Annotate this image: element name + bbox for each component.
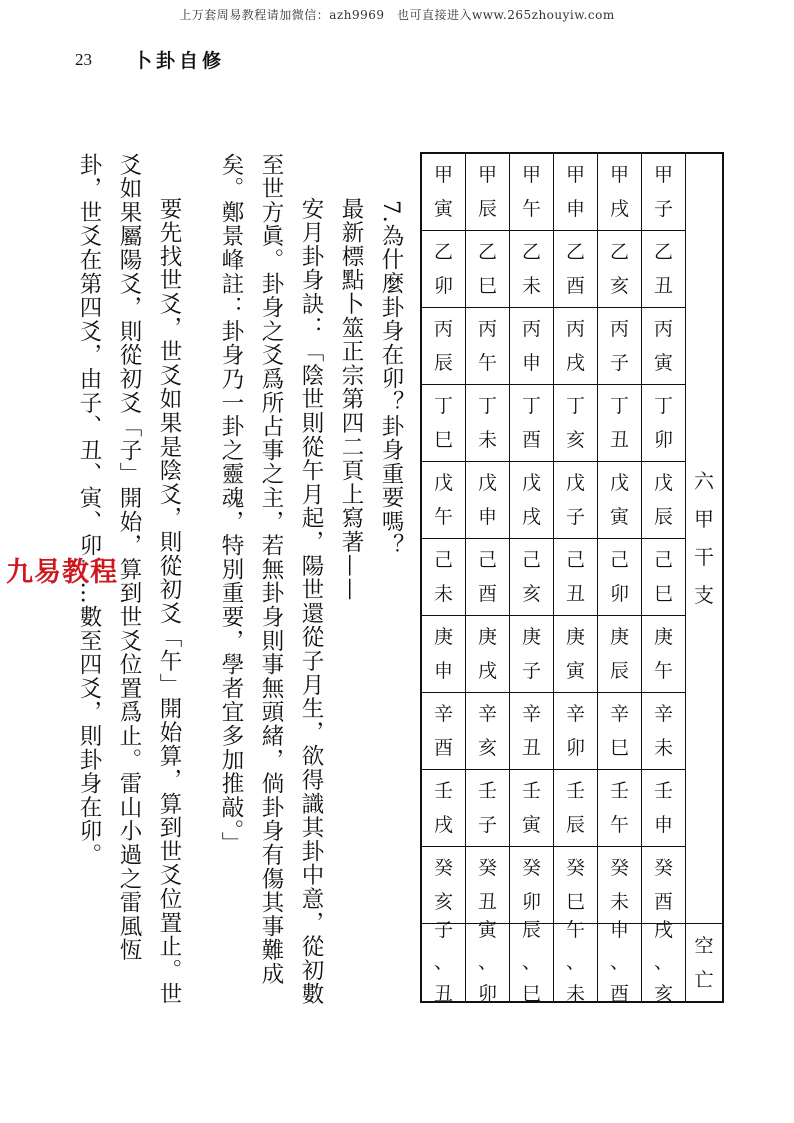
ganzhi-char: 申 — [433, 659, 453, 682]
ganzhi-cell — [510, 616, 553, 693]
page-number: 23 — [75, 50, 92, 69]
ganzhi-char: 子 — [477, 813, 497, 836]
ganzhi-cell — [466, 616, 509, 693]
kong-wang-char: 、 — [433, 951, 453, 974]
ganzhi-char: 戊 — [477, 471, 497, 494]
ganzhi-char: 己 — [521, 548, 541, 571]
kong-wang-cell — [598, 919, 641, 1006]
ganzhi-char: 子 — [609, 351, 629, 374]
ganzhi-char: 未 — [521, 274, 541, 297]
ganzhi-cell — [466, 770, 509, 847]
ganzhi-char: 丁 — [609, 394, 629, 417]
ganzhi-char: 午 — [521, 197, 541, 220]
ganzhi-char: 甲 — [565, 163, 585, 186]
table-column — [466, 154, 510, 1006]
kong-wang-label — [686, 923, 722, 1001]
ganzhi-char: 癸 — [433, 856, 453, 879]
table-column — [510, 154, 554, 1006]
ganzhi-char: 丁 — [433, 394, 453, 417]
ganzhi-char: 辛 — [477, 702, 497, 725]
ganzhi-char: 巳 — [565, 890, 585, 913]
ganzhi-cell — [466, 539, 509, 616]
ganzhi-char: 巳 — [433, 428, 453, 451]
ganzhi-cell — [510, 693, 553, 770]
ganzhi-cell — [466, 693, 509, 770]
ganzhi-char: 癸 — [609, 856, 629, 879]
ganzhi-char: 未 — [433, 582, 453, 605]
ganzhi-char: 壬 — [653, 779, 673, 802]
ganzhi-char: 寅 — [609, 505, 629, 528]
table-title-char: 支 — [694, 583, 714, 607]
kong-wang-cell — [466, 919, 509, 1006]
table-column — [422, 154, 466, 1006]
ganzhi-cell — [510, 847, 553, 924]
kong-wang-char: 、 — [653, 951, 673, 974]
liujia-ganzhi-table — [420, 152, 724, 1006]
ganzhi-char: 戊 — [521, 471, 541, 494]
table-column — [598, 154, 642, 1006]
ganzhi-cell — [422, 539, 465, 616]
ganzhi-cell — [422, 231, 465, 308]
ganzhi-char: 壬 — [433, 779, 453, 802]
ganzhi-char: 甲 — [433, 163, 453, 186]
ganzhi-char: 辛 — [433, 702, 453, 725]
ganzhi-cell — [598, 693, 641, 770]
ganzhi-cell — [598, 616, 641, 693]
kong-wang-char: 戌 — [653, 919, 673, 942]
ganzhi-cell — [510, 308, 553, 385]
ganzhi-cell — [642, 847, 685, 924]
kong-wang-cell — [510, 919, 553, 1006]
ganzhi-char: 丑 — [653, 274, 673, 297]
brand-watermark: 九易教程 — [6, 557, 118, 588]
ganzhi-char: 丙 — [565, 317, 585, 340]
ganzhi-char: 寅 — [433, 197, 453, 220]
ganzhi-char: 丁 — [565, 394, 585, 417]
watermark-banner: 上万套周易教程请加微信：azh9969 也可直接进入www.265zhouyiw.com — [179, 8, 615, 22]
ganzhi-char: 未 — [477, 428, 497, 451]
kong-wang-cell — [642, 919, 685, 1006]
ganzhi-char: 乙 — [565, 240, 585, 263]
kong-wang-char: 卯 — [477, 983, 497, 1006]
ganzhi-char: 卯 — [565, 736, 585, 759]
ganzhi-cell — [466, 385, 509, 462]
ganzhi-char: 癸 — [653, 856, 673, 879]
ganzhi-cell — [422, 847, 465, 924]
ganzhi-char: 亥 — [565, 428, 585, 451]
ganzhi-char: 巳 — [653, 582, 673, 605]
ganzhi-char: 寅 — [521, 813, 541, 836]
ganzhi-char: 庚 — [565, 625, 585, 648]
kong-wang-label-char: 空 — [694, 934, 714, 957]
ganzhi-char: 卯 — [609, 582, 629, 605]
ganzhi-cell — [598, 770, 641, 847]
ganzhi-char: 午 — [477, 351, 497, 374]
ganzhi-cell — [642, 539, 685, 616]
ganzhi-char: 乙 — [433, 240, 453, 263]
ganzhi-cell — [466, 154, 509, 231]
ganzhi-char: 丁 — [653, 394, 673, 417]
ganzhi-cell — [554, 462, 597, 539]
body-line-3: 矣。鄭景峰註：卦身乃一卦之靈魂，特別重要，學者宜多加推敲。」 — [218, 153, 244, 856]
source-line: 最新標點卜筮正宗第四二頁上寫著—— — [338, 197, 364, 602]
ganzhi-char: 乙 — [477, 240, 497, 263]
ganzhi-char: 巳 — [609, 736, 629, 759]
ganzhi-cell — [510, 462, 553, 539]
ganzhi-cell — [422, 616, 465, 693]
ganzhi-char: 午 — [433, 505, 453, 528]
ganzhi-char: 丑 — [477, 890, 497, 913]
kong-wang-char: 、 — [521, 951, 541, 974]
ganzhi-char: 甲 — [521, 163, 541, 186]
kong-wang-char: 子 — [433, 919, 453, 942]
ganzhi-cell — [598, 539, 641, 616]
ganzhi-cell — [422, 770, 465, 847]
table-column — [554, 154, 598, 1006]
body-line-6: 卦，世爻在第四爻，由子、丑、寅、卯……數至四爻，則卦身在卯。 — [76, 153, 102, 867]
ganzhi-char: 丑 — [565, 582, 585, 605]
kong-wang-char: 丑 — [433, 983, 453, 1006]
ganzhi-cell — [422, 693, 465, 770]
ganzhi-char: 辰 — [609, 659, 629, 682]
ganzhi-cell — [554, 847, 597, 924]
ganzhi-char: 午 — [653, 659, 673, 682]
ganzhi-char: 庚 — [477, 625, 497, 648]
ganzhi-cell — [422, 154, 465, 231]
ganzhi-cell — [642, 231, 685, 308]
ganzhi-char: 午 — [609, 813, 629, 836]
ganzhi-char: 甲 — [477, 163, 497, 186]
ganzhi-char: 辰 — [565, 813, 585, 836]
ganzhi-char: 辛 — [609, 702, 629, 725]
ganzhi-char: 辛 — [653, 702, 673, 725]
ganzhi-char: 己 — [609, 548, 629, 571]
ganzhi-cell — [642, 308, 685, 385]
ganzhi-char: 丁 — [477, 394, 497, 417]
kong-wang-char: 辰 — [521, 919, 541, 942]
ganzhi-char: 庚 — [521, 625, 541, 648]
ganzhi-cell — [422, 308, 465, 385]
ganzhi-cell — [642, 616, 685, 693]
ganzhi-char: 辰 — [433, 351, 453, 374]
ganzhi-cell — [510, 539, 553, 616]
ganzhi-char: 戊 — [565, 471, 585, 494]
ganzhi-char: 酉 — [433, 736, 453, 759]
ganzhi-char: 申 — [565, 197, 585, 220]
kong-wang-char: 亥 — [653, 983, 673, 1006]
ganzhi-char: 壬 — [521, 779, 541, 802]
ganzhi-char: 戊 — [609, 471, 629, 494]
ganzhi-char: 庚 — [433, 625, 453, 648]
ganzhi-cell — [466, 231, 509, 308]
kong-wang-char: 午 — [565, 919, 585, 942]
ganzhi-char: 壬 — [565, 779, 585, 802]
kong-wang-label-char: 亡 — [694, 968, 714, 991]
ganzhi-char: 癸 — [565, 856, 585, 879]
ganzhi-cell — [466, 308, 509, 385]
kong-wang-char: 、 — [477, 951, 497, 974]
ganzhi-char: 戌 — [433, 813, 453, 836]
ganzhi-cell — [642, 693, 685, 770]
ganzhi-char: 辛 — [565, 702, 585, 725]
ganzhi-char: 己 — [565, 548, 585, 571]
ganzhi-char: 未 — [653, 736, 673, 759]
ganzhi-cell — [598, 385, 641, 462]
ganzhi-char: 戌 — [477, 659, 497, 682]
ganzhi-char: 巳 — [477, 274, 497, 297]
ganzhi-cell — [642, 154, 685, 231]
ganzhi-char: 子 — [653, 197, 673, 220]
kong-wang-char: 寅 — [477, 919, 497, 942]
ganzhi-char: 戊 — [433, 471, 453, 494]
ganzhi-char: 申 — [653, 813, 673, 836]
ganzhi-cell — [554, 308, 597, 385]
question-heading: 7.為什麼卦身在卯？卦身重要嗎？ — [378, 200, 404, 558]
table-header-column — [686, 154, 722, 1001]
ganzhi-char: 申 — [521, 351, 541, 374]
ganzhi-char: 丙 — [609, 317, 629, 340]
ganzhi-char: 丁 — [521, 394, 541, 417]
ganzhi-char: 丙 — [433, 317, 453, 340]
ganzhi-cell — [554, 231, 597, 308]
ganzhi-char: 己 — [433, 548, 453, 571]
kong-wang-char: 、 — [565, 951, 585, 974]
ganzhi-char: 亥 — [477, 736, 497, 759]
ganzhi-cell — [554, 693, 597, 770]
ganzhi-char: 卯 — [521, 890, 541, 913]
ganzhi-char: 乙 — [609, 240, 629, 263]
ganzhi-char: 己 — [477, 548, 497, 571]
kong-wang-char: 酉 — [609, 983, 629, 1006]
kong-wang-char: 、 — [609, 951, 629, 974]
ganzhi-char: 癸 — [521, 856, 541, 879]
ganzhi-cell — [422, 462, 465, 539]
ganzhi-char: 甲 — [609, 163, 629, 186]
ganzhi-cell — [554, 616, 597, 693]
ganzhi-char: 壬 — [477, 779, 497, 802]
ganzhi-cell — [422, 385, 465, 462]
ganzhi-cell — [466, 847, 509, 924]
ganzhi-char: 癸 — [477, 856, 497, 879]
ganzhi-char: 未 — [609, 890, 629, 913]
ganzhi-char: 辰 — [653, 505, 673, 528]
ganzhi-cell — [510, 385, 553, 462]
ganzhi-cell — [554, 539, 597, 616]
ganzhi-char: 庚 — [609, 625, 629, 648]
body-line-2: 至世方眞。卦身之爻爲所占事之主，若無卦身則事無頭緒，倘卦身有傷其事難成 — [258, 153, 284, 986]
ganzhi-char: 酉 — [477, 582, 497, 605]
ganzhi-char: 己 — [653, 548, 673, 571]
kong-wang-cell — [422, 919, 465, 1006]
ganzhi-cell — [598, 308, 641, 385]
ganzhi-char: 寅 — [565, 659, 585, 682]
ganzhi-char: 丑 — [609, 428, 629, 451]
ganzhi-char: 寅 — [653, 351, 673, 374]
ganzhi-cell — [598, 847, 641, 924]
ganzhi-char: 子 — [565, 505, 585, 528]
body-line-4: 要先找世爻，世爻如果是陰爻，則從初爻「午」開始算，算到世爻位置止。世 — [156, 197, 182, 1007]
ganzhi-char: 卯 — [653, 428, 673, 451]
ganzhi-char: 丙 — [521, 317, 541, 340]
ganzhi-char: 卯 — [433, 274, 453, 297]
ganzhi-char: 辛 — [521, 702, 541, 725]
ganzhi-char: 酉 — [565, 274, 585, 297]
ganzhi-cell — [510, 154, 553, 231]
table-title-char: 甲 — [694, 507, 714, 531]
ganzhi-char: 酉 — [653, 890, 673, 913]
body-line-5: 爻如果屬陽爻，則從初爻「子」開始，算到世爻位置爲止。雷山小過之雷風恆 — [116, 153, 142, 963]
ganzhi-char: 丙 — [653, 317, 673, 340]
book-title: 卜卦自修 — [133, 50, 226, 72]
ganzhi-cell — [554, 385, 597, 462]
ganzhi-cell — [466, 462, 509, 539]
table-title-char: 干 — [694, 545, 714, 569]
ganzhi-char: 子 — [521, 659, 541, 682]
ganzhi-cell — [510, 231, 553, 308]
kong-wang-char: 巳 — [521, 983, 541, 1006]
ganzhi-char: 乙 — [653, 240, 673, 263]
ganzhi-char: 辰 — [477, 197, 497, 220]
ganzhi-char: 丑 — [521, 736, 541, 759]
ganzhi-char: 亥 — [609, 274, 629, 297]
ganzhi-char: 戌 — [565, 351, 585, 374]
ganzhi-cell — [554, 154, 597, 231]
ganzhi-char: 亥 — [521, 582, 541, 605]
ganzhi-cell — [598, 231, 641, 308]
ganzhi-cell — [642, 770, 685, 847]
ganzhi-cell — [598, 154, 641, 231]
ganzhi-char: 酉 — [521, 428, 541, 451]
table-title — [686, 462, 722, 614]
kong-wang-char: 申 — [609, 919, 629, 942]
body-line-1: 安月卦身訣：「陰世則從午月起，陽世還從子月生，欲得識其卦中意，從初數 — [298, 197, 324, 1007]
ganzhi-cell — [642, 385, 685, 462]
ganzhi-char: 戌 — [609, 197, 629, 220]
ganzhi-char: 戊 — [653, 471, 673, 494]
ganzhi-char: 甲 — [653, 163, 673, 186]
kong-wang-cell — [554, 919, 597, 1006]
ganzhi-cell — [554, 770, 597, 847]
ganzhi-char: 戌 — [521, 505, 541, 528]
ganzhi-char: 庚 — [653, 625, 673, 648]
ganzhi-cell — [510, 770, 553, 847]
ganzhi-char: 丙 — [477, 317, 497, 340]
table-column — [642, 154, 686, 1006]
ganzhi-cell — [598, 462, 641, 539]
ganzhi-char: 乙 — [521, 240, 541, 263]
ganzhi-char: 壬 — [609, 779, 629, 802]
ganzhi-char: 申 — [477, 505, 497, 528]
ganzhi-char: 亥 — [433, 890, 453, 913]
kong-wang-char: 未 — [565, 983, 585, 1006]
table-title-char: 六 — [694, 469, 714, 493]
ganzhi-cell — [642, 462, 685, 539]
